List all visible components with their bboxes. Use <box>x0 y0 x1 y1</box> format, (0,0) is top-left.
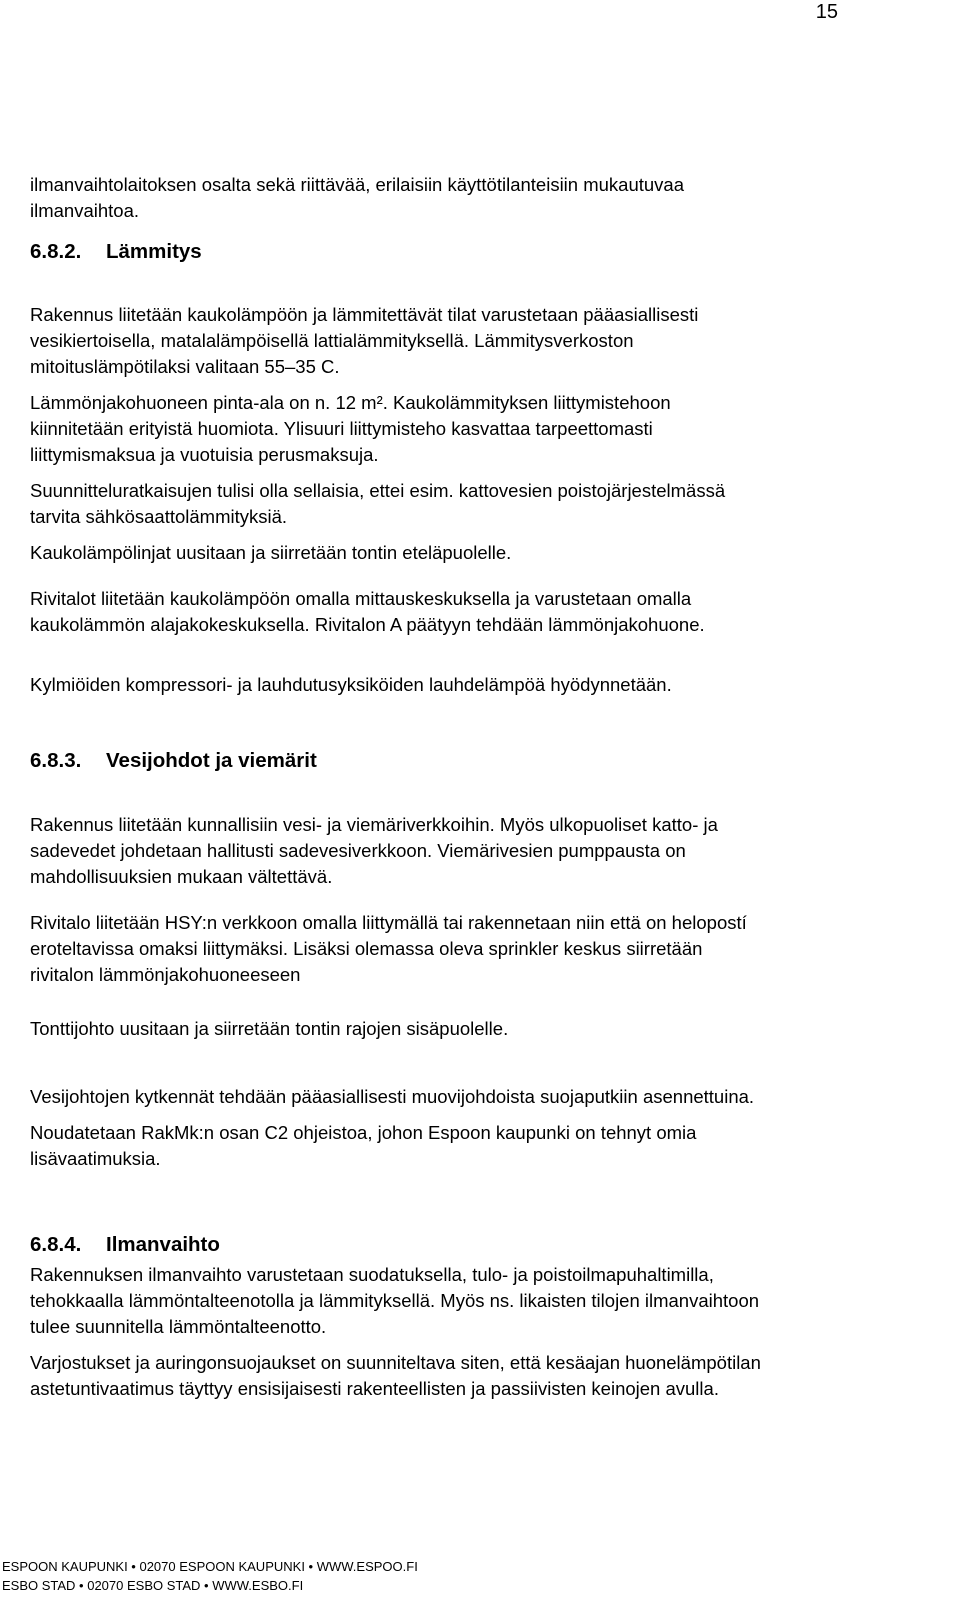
paragraph-line: ilmanvaihtolaitoksen osalta sekä riittävää, erilaisiin käyttötilanteisiin mukautuvaa <box>30 174 684 195</box>
section-number: 6.8.2. <box>30 240 82 263</box>
section-heading-lammitys <box>30 230 945 274</box>
footer-line: ESPOON KAUPUNKI • 02070 ESPOON KAUPUNKI • WWW.ESPOO.FI <box>2 1559 418 1574</box>
paragraph-line: mitoituslämpötilaksi valitaan 55–35 C. <box>30 356 340 377</box>
paragraph-line: sadevedet johdetaan hallitusti sadevesiverkkoon. Viemärivesien pumppausta on <box>30 840 686 861</box>
paragraph-line: Suunnitteluratkaisujen tulisi olla sellaisia, ettei esim. kattovesien poistojärjestelmässä <box>30 480 726 501</box>
paragraph-line: tehokkaalla lämmöntalteenotolla ja lämmityksellä. Myös ns. likaisten tilojen ilmanvaihtoon <box>30 1290 760 1311</box>
document-body <box>30 172 945 1402</box>
paragraph-line: tulee suunnitella lämmöntalteenotto. <box>30 1316 327 1337</box>
section-heading-ilmanvaihto <box>30 1232 945 1258</box>
paragraph-line: Lämmönjakohuoneen pinta-ala on n. 12 m². Kaukolämmityksen liittymistehoon <box>30 392 671 413</box>
paragraph-line: mahdollisuuksien mukaan vältettävä. <box>30 866 333 887</box>
section-heading-vesijohdot <box>30 748 945 774</box>
paragraph-line: Varjostukset ja auringonsuojaukset on suunniteltava siten, että kesäajan huonelämpötilan <box>30 1352 761 1373</box>
paragraph-line: astetuntivaatimus täyttyy ensisijaisesti rakenteellisten ja passiivisten keinojen avulla. <box>30 1378 719 1399</box>
footer-line: ESBO STAD • 02070 ESBO STAD • WWW.ESBO.FI <box>2 1578 304 1593</box>
paragraph-line: Rakennus liitetään kaukolämpöön ja lämmitettävät tilat varustetaan pääasiallisesti <box>30 304 699 325</box>
paragraph-line: kaukolämmön alajakokeskuksella. Rivitalon A päätyyn tehdään lämmönjakohuone. <box>30 614 705 635</box>
paragraph-line: liittymismaksua ja vuotuisia perusmaksuja. <box>30 444 379 465</box>
paragraph-line: Noudatetaan RakMk:n osan C2 ohjeistoa, johon Espoon kaupunki on tehnyt omia <box>30 1122 697 1143</box>
paragraph-line: Rakennus liitetään kunnallisiin vesi- ja viemäriverkkoihin. Myös ulkopuoliset katto- ja <box>30 814 718 835</box>
page-footer <box>2 1557 418 1595</box>
section-title: Ilmanvaihto <box>106 1233 220 1256</box>
paragraph-line: lisävaatimuksia. <box>30 1148 161 1169</box>
paragraph-line: ilmanvaihtoa. <box>30 200 140 221</box>
section-number: 6.8.4. <box>30 1233 82 1256</box>
page-number: 15 <box>815 1 838 23</box>
paragraph-line: Rakennuksen ilmanvaihto varustetaan suodatuksella, tulo- ja poistoilmapuhaltimilla, <box>30 1264 714 1285</box>
paragraph-line: eroteltavissa omaksi liittymäksi. Lisäksi olemassa oleva sprinkler keskus siirretään <box>30 938 703 959</box>
paragraph-line: Kaukolämpölinjat uusitaan ja siirretään tontin eteläpuolelle. <box>30 542 512 563</box>
paragraph-line: Rivitalot liitetään kaukolämpöön omalla mittauskeskuksella ja varustetaan omalla <box>30 588 692 609</box>
paragraph-line: vesikiertoisella, matalalämpöisellä lattialämmityksellä. Lämmitysverkoston <box>30 330 634 351</box>
section-number: 6.8.3. <box>30 749 82 772</box>
paragraph-line: Kylmiöiden kompressori- ja lauhdutusyksiköiden lauhdelämpöä hyödynnetään. <box>30 674 672 695</box>
section-title: Vesijohdot ja viemärit <box>106 749 317 772</box>
paragraph-line: Vesijohtojen kytkennät tehdään pääasiallisesti muovijohdoista suojaputkiin asennettuina. <box>30 1086 755 1107</box>
paragraph-line: Tonttijohto uusitaan ja siirretään tontin rajojen sisäpuolelle. <box>30 1018 509 1039</box>
paragraph-line: Rivitalo liitetään HSY:n verkkoon omalla liittymällä tai rakennetaan niin että on helopostí <box>30 912 747 933</box>
paragraph-line: kiinnitetään erityistä huomiota. Ylisuuri liittymisteho kasvattaa tarpeettomasti <box>30 418 653 439</box>
paragraph-line: tarvita sähkösaattolämmityksiä. <box>30 506 288 527</box>
section-title: Lämmitys <box>106 240 202 263</box>
paragraph-line: rivitalon lämmönjakohuoneeseen <box>30 964 301 985</box>
